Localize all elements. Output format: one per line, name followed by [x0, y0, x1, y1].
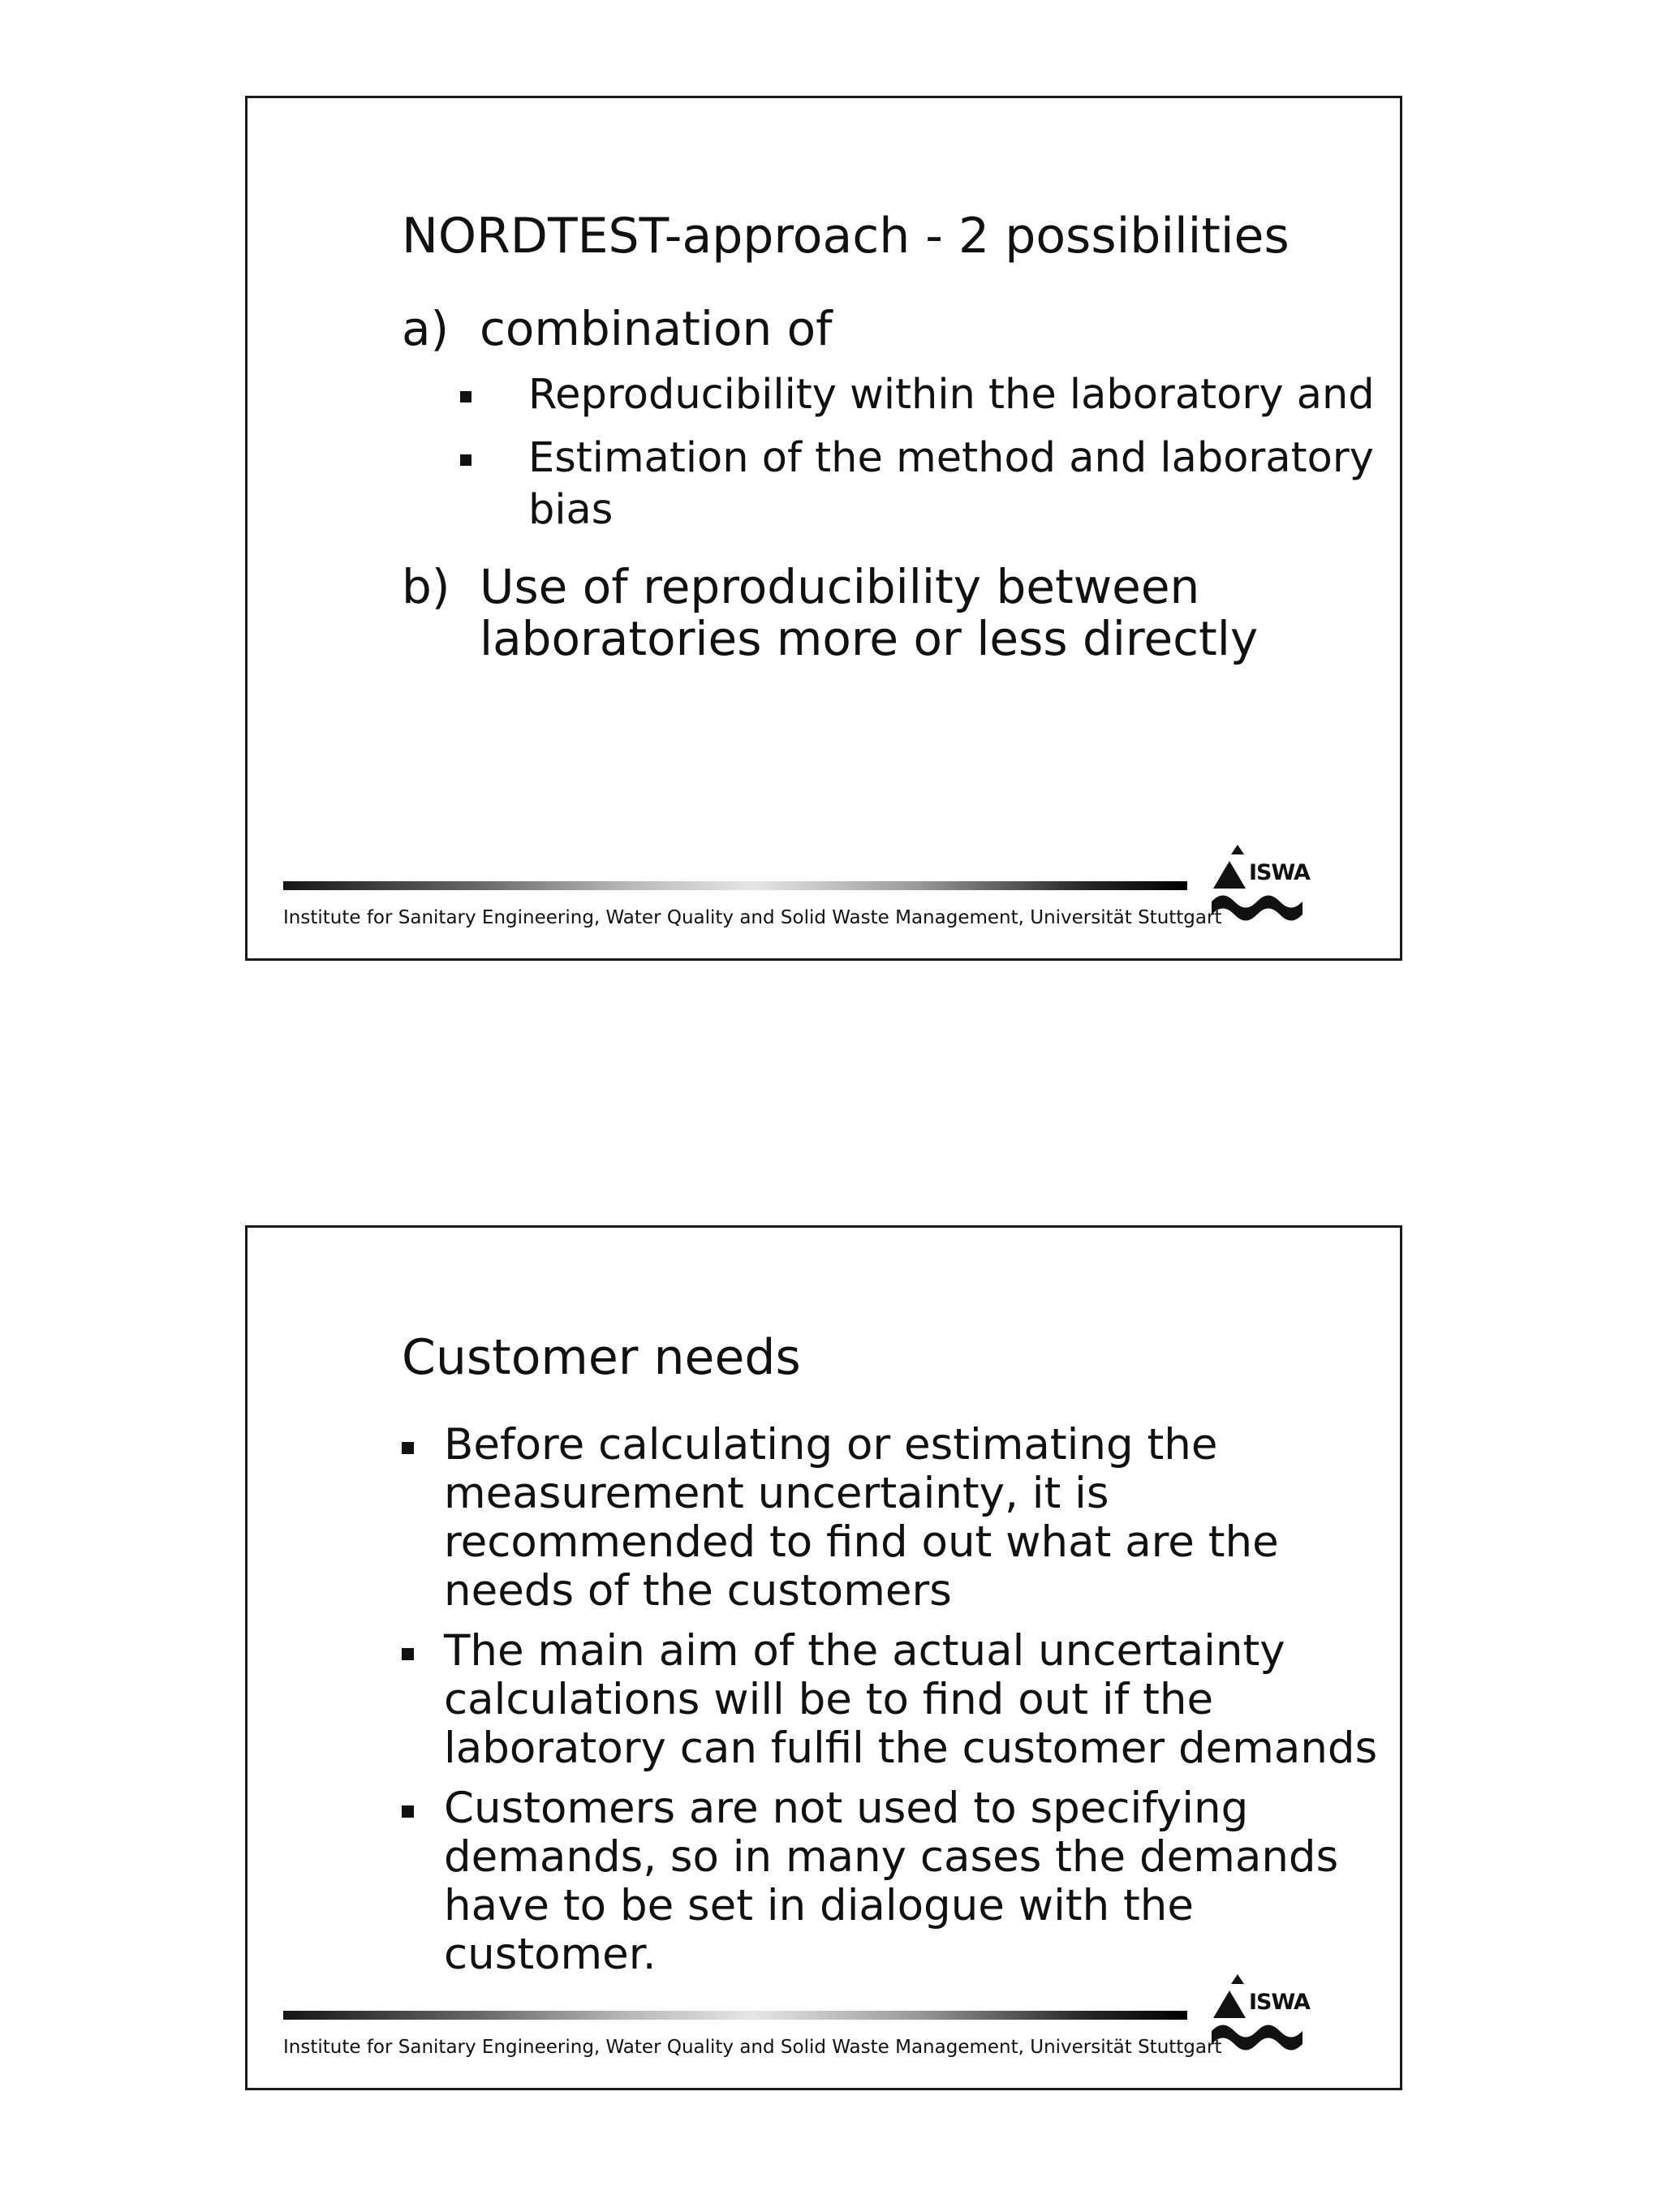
iswa-logo-icon: [1212, 843, 1309, 932]
list-item-text: Use of reproducibility between laboratories more or less directly: [480, 559, 1259, 666]
iswa-logo: [1212, 843, 1309, 932]
list-marker: a): [402, 301, 450, 356]
footer-institute: Institute for Sanitary Engineering, Water Quality and Solid Waste Management, Universität Stuttgart: [283, 907, 1222, 928]
bullet-list: [402, 1421, 1384, 1990]
slide-nordtest-approach: [245, 96, 1402, 961]
slide-customer-needs: [245, 1225, 1402, 2090]
list-item-text: combination of: [480, 301, 833, 356]
square-bullet-icon: [460, 454, 471, 466]
footer-gradient-bar: [283, 2011, 1187, 2020]
iswa-logo: [1212, 1973, 1309, 2062]
sub-list-item-text: Estimation of the method and laboratory bias: [528, 434, 1374, 534]
footer-gradient-bar: [283, 881, 1187, 890]
square-bullet-icon: [402, 1442, 414, 1454]
list-marker: b): [402, 559, 450, 614]
list-item-text: Customers are not used to specifying demands, so in many cases the demands have to be set in dialogue with the customer.: [444, 1784, 1339, 1979]
slide-title: NORDTEST-approach - 2 possibilities: [402, 208, 1290, 265]
list-item-text: The main aim of the actual uncertainty calculations will be to find out if the laboratory can fulfil the customer demands: [444, 1626, 1378, 1773]
list-item: [402, 1421, 1384, 1616]
list-item: [402, 1627, 1384, 1773]
logo-text: ISWA: [1249, 860, 1310, 885]
list-item-text: Before calculating or estimating the measurement uncertainty, it is recommended to find out what are the needs of the customers: [444, 1420, 1279, 1616]
slide-title: Customer needs: [402, 1329, 801, 1386]
footer-institute: Institute for Sanitary Engineering, Water Quality and Solid Waste Management, Universität Stuttgart: [283, 2037, 1222, 2058]
square-bullet-icon: [460, 391, 471, 402]
list-item: [402, 1784, 1384, 1979]
logo-text: ISWA: [1249, 1990, 1310, 2015]
sub-list-item-text: Reproducibility within the laboratory and: [528, 371, 1375, 419]
square-bullet-icon: [402, 1648, 414, 1660]
square-bullet-icon: [402, 1805, 414, 1818]
iswa-logo-icon: [1212, 1973, 1309, 2062]
